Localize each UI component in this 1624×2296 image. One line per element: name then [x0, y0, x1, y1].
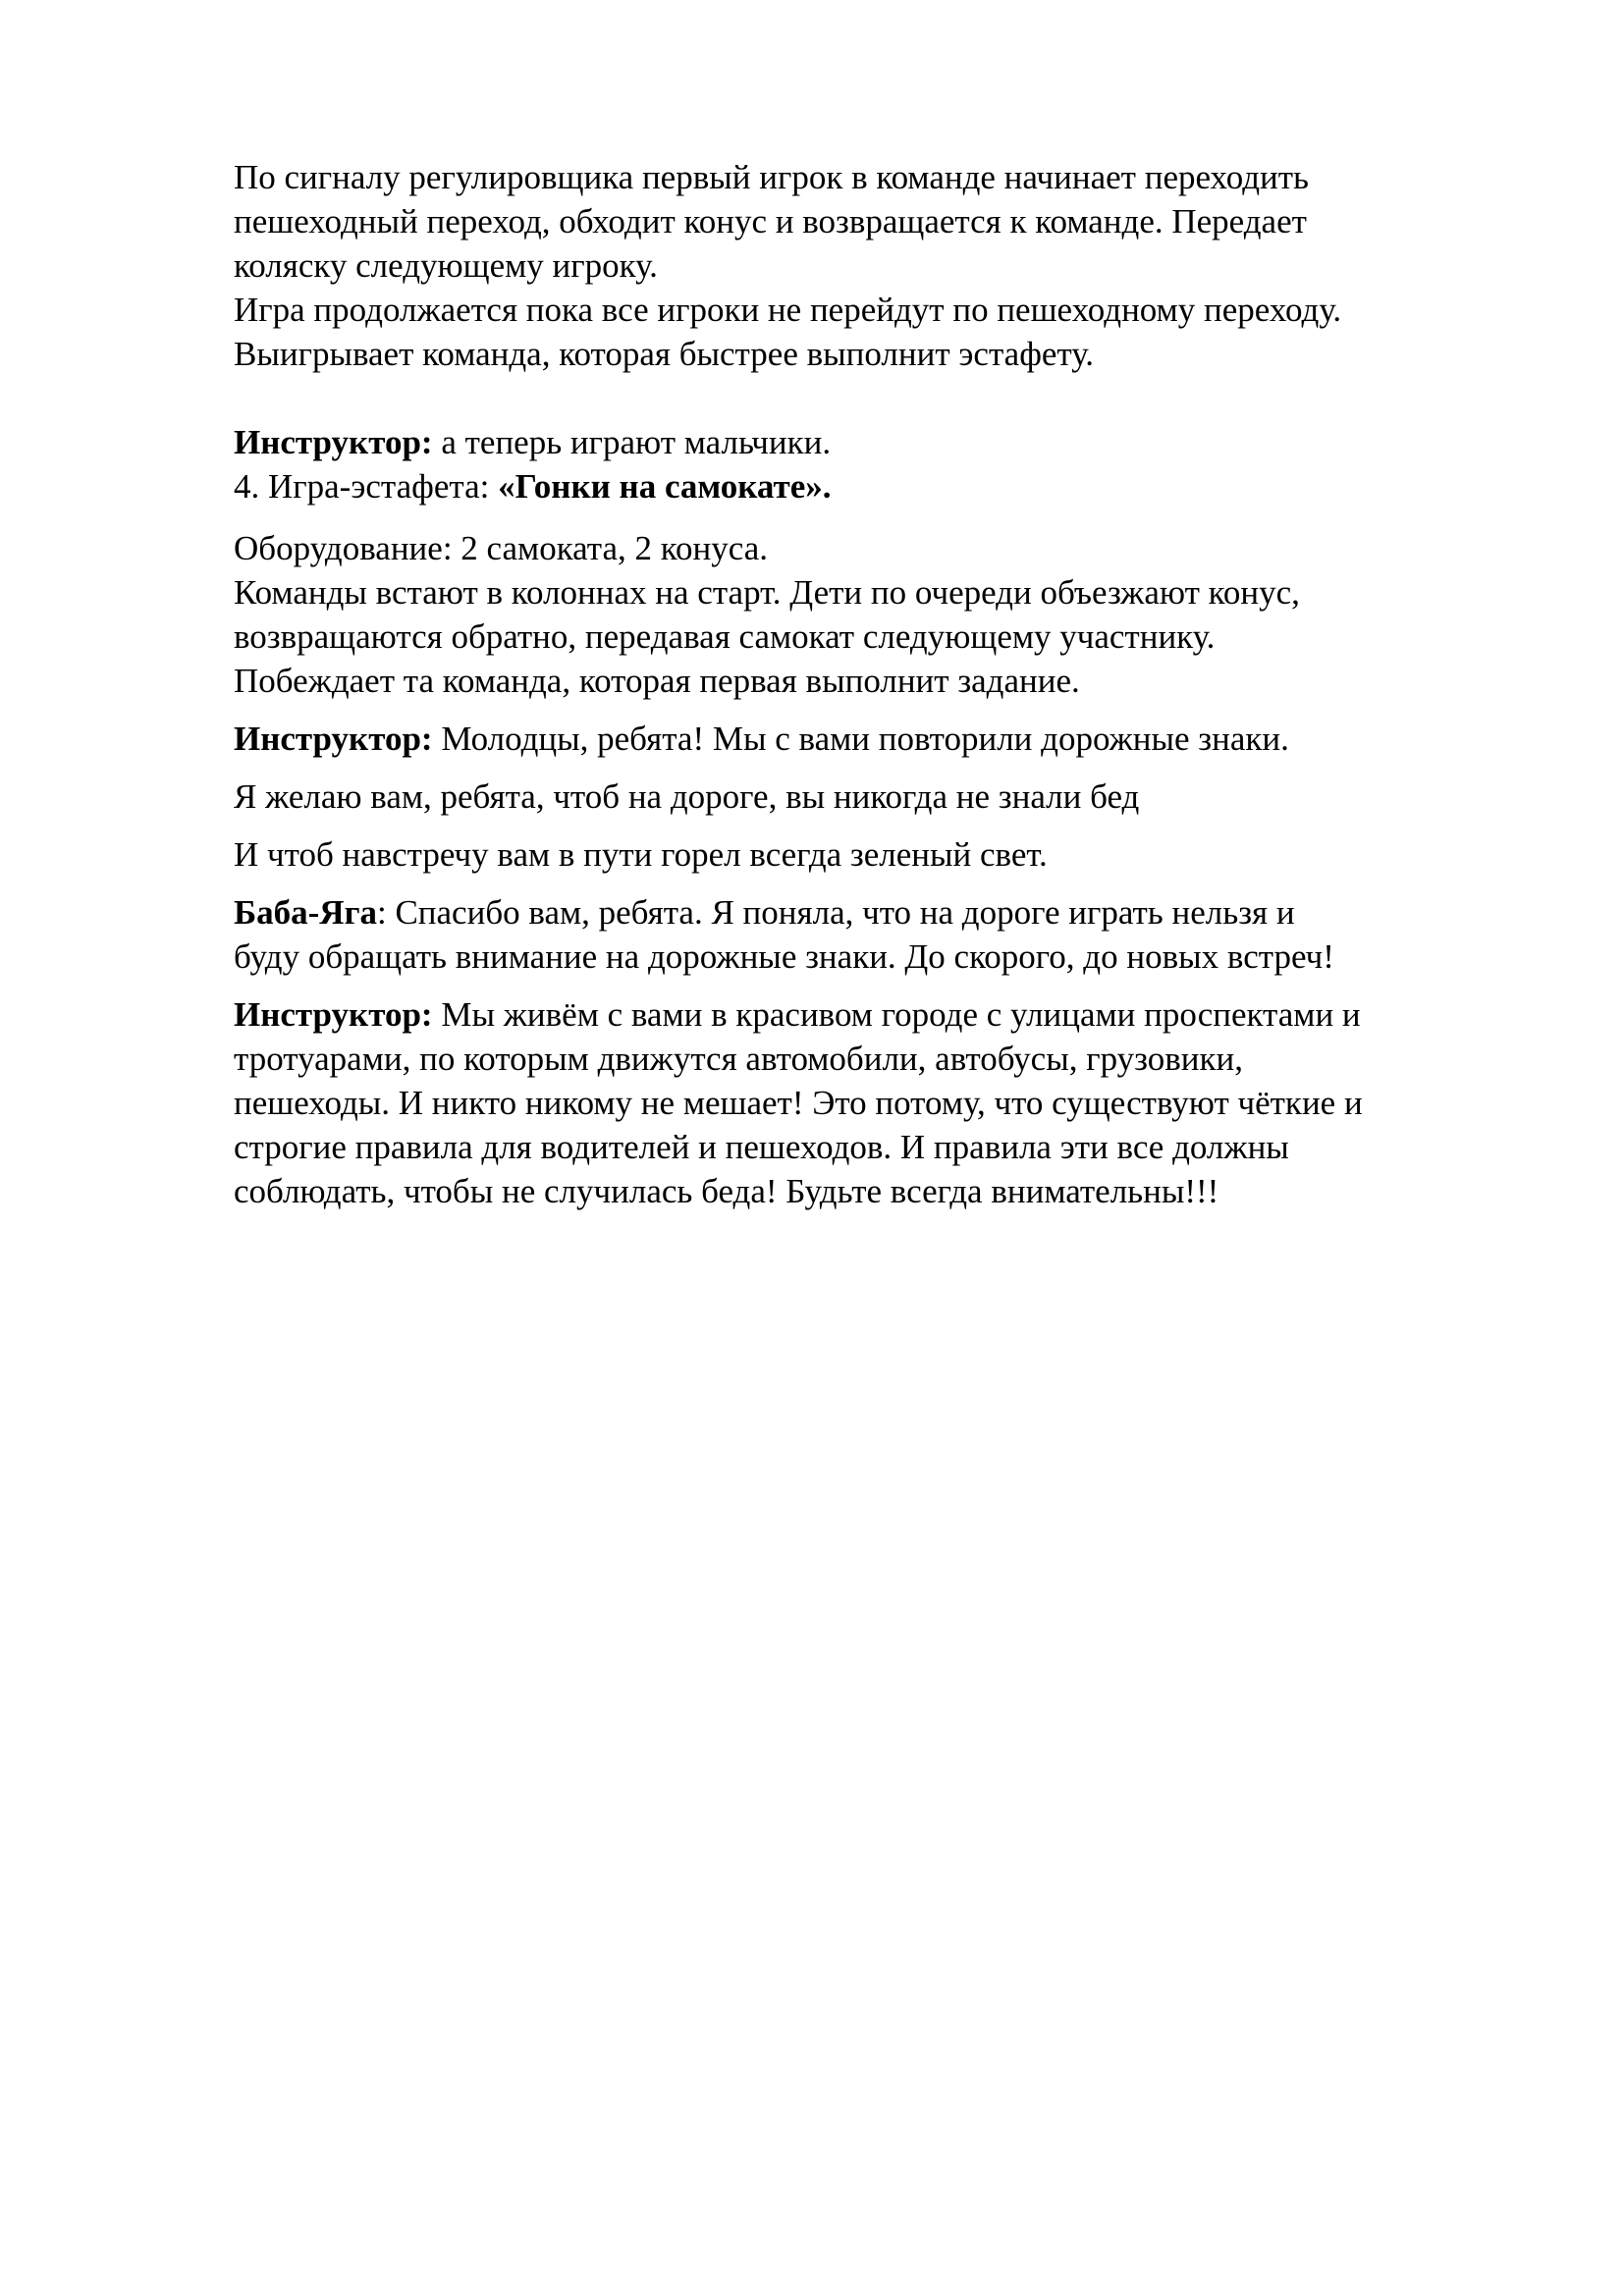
text-line: Побеждает та команда, которая первая выполнит задание.: [234, 662, 1080, 700]
text-line: [234, 717, 1549, 761]
text-line: тротуарами, по которым движутся автомобили, автобусы, грузовики,: [234, 1040, 1243, 1078]
spacer: [234, 703, 1549, 717]
text-line: буду обращать внимание на дорожные знаки. До скорого, до новых встреч!: [234, 937, 1334, 976]
text-line: пешеходы. И никто никому не мешает! Это потому, что существуют чёткие и: [234, 1084, 1363, 1122]
paragraph-wish-1: [234, 774, 1549, 819]
text-line: возвращаются обратно, передавая самокат следующему участнику.: [234, 617, 1216, 656]
spacer: [234, 877, 1549, 890]
text-line: Я желаю вам, ребята, чтоб на дороге, вы никогда не знали бед: [234, 777, 1140, 816]
text-line: Команды встают в колоннах на старт. Дети по очереди объезжают конус,: [234, 573, 1300, 612]
paragraph-instructor-boys: [234, 420, 1549, 464]
spacer: [234, 508, 1549, 526]
speaker-label: Инструктор:: [234, 995, 433, 1034]
paragraph-game-title: [234, 464, 1549, 508]
spacer: [234, 819, 1549, 832]
paragraph-instructor-praise: [234, 717, 1549, 761]
paragraph-instructor-final: [234, 992, 1549, 1213]
text-line: По сигналу регулировщика первый игрок в команде начинает переходить: [234, 158, 1310, 196]
paragraph-relay-rules: [234, 155, 1549, 376]
speech-text: Мы живём с вами в красивом городе с улицами проспектами и: [432, 995, 1361, 1034]
paragraph-wish-2: [234, 832, 1549, 877]
text-line: [234, 992, 1549, 1037]
spacer: [234, 376, 1549, 420]
text-line: Оборудование: 2 самоката, 2 конуса.: [234, 529, 769, 567]
game-title: «Гонки на самокате».: [498, 467, 832, 506]
text-line: [234, 890, 1549, 934]
speaker-label: Инструктор:: [234, 423, 433, 461]
speaker-label: Баба-Яга: [234, 893, 377, 932]
speaker-label: Инструктор:: [234, 720, 433, 758]
speech-text: а теперь играют мальчики.: [432, 423, 832, 461]
text-line: соблюдать, чтобы не случилась беда! Будьте всегда внимательны!!!: [234, 1172, 1219, 1210]
speech-text: Молодцы, ребята! Мы с вами повторили дорожные знаки.: [432, 720, 1289, 758]
text-line: И чтоб навстречу вам в пути горел всегда зеленый свет.: [234, 835, 1048, 874]
text-line: пешеходный переход, обходит конус и возвращается к команде. Передает: [234, 202, 1307, 240]
spacer: [234, 979, 1549, 992]
paragraph-equipment: [234, 526, 1549, 703]
speech-text: : Спасибо вам, ребята. Я поняла, что на дороге играть нельзя и: [376, 893, 1295, 932]
text-line: [234, 464, 1549, 508]
document-body: [234, 155, 1549, 1213]
text-line: Выигрывает команда, которая быстрее выполнит эстафету.: [234, 335, 1094, 373]
paragraph-baba-yaga: [234, 890, 1549, 979]
text-line: [234, 420, 1549, 464]
text-line: строгие правила для водителей и пешеходов. И правила эти все должны: [234, 1128, 1289, 1166]
text-line: Игра продолжается пока все игроки не перейдут по пешеходному переходу.: [234, 291, 1342, 329]
text-line: коляску следующему игроку.: [234, 246, 658, 285]
spacer: [234, 761, 1549, 774]
game-number: 4. Игра-эстафета:: [234, 467, 499, 506]
